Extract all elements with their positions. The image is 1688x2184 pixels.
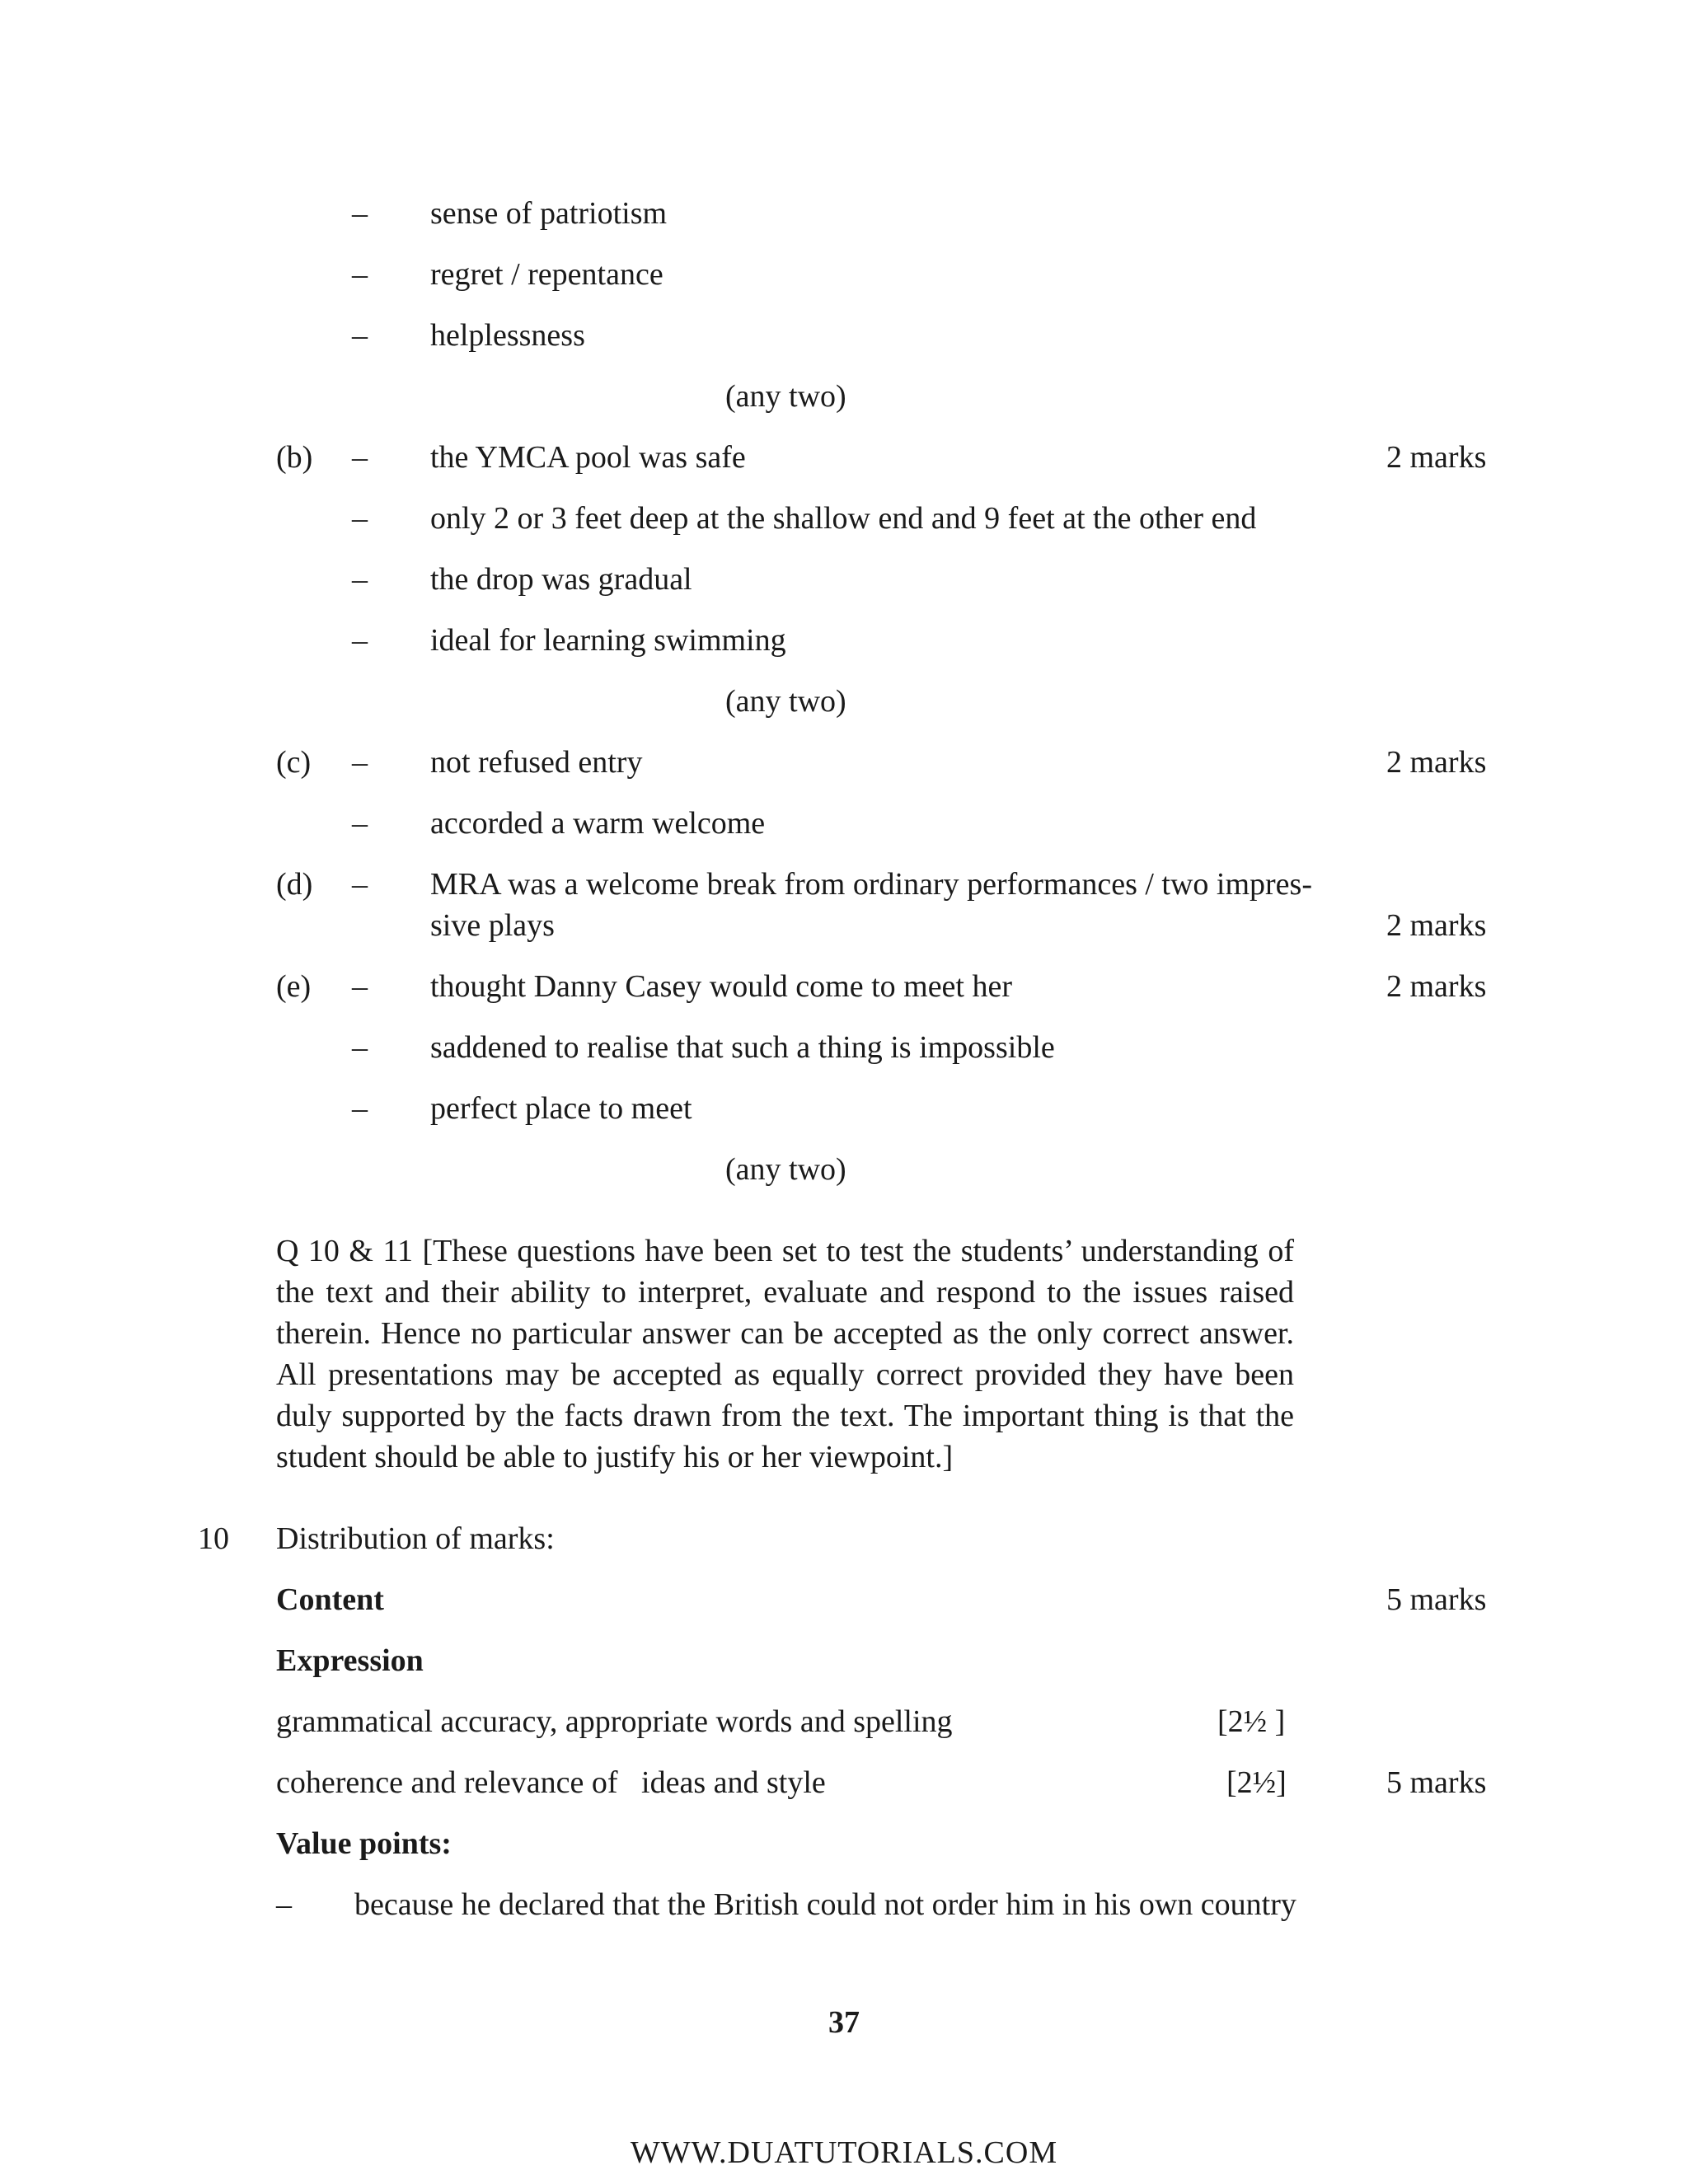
list-item: saddened to realise that such a thing is impossible: [430, 1030, 1055, 1065]
content-label: Content: [276, 1582, 384, 1617]
content-marks: 5 marks: [1386, 1582, 1487, 1617]
marks-c: 2 marks: [1386, 745, 1487, 780]
list-item: sense of patriotism: [430, 196, 668, 231]
list-item: ideal for learning swimming: [430, 623, 786, 658]
bullet-dash: –: [352, 867, 368, 902]
bullet-dash: –: [352, 440, 368, 475]
list-item: helplessness: [430, 318, 585, 353]
bullet-dash: –: [352, 969, 368, 1004]
answer-label-b: (b): [276, 440, 313, 475]
bullet-dash: –: [352, 257, 368, 292]
bullet-dash: –: [352, 562, 368, 597]
question-number: 10: [198, 1521, 229, 1556]
list-item: regret / repentance: [430, 257, 663, 292]
distribution-heading: Distribution of marks:: [276, 1521, 555, 1556]
coherence-sub-marks: [2½]: [1226, 1765, 1287, 1800]
list-item: MRA was a welcome break from ordinary performances / two impres-: [430, 867, 1312, 902]
any-two-note: (any two): [725, 684, 846, 719]
marks-b: 2 marks: [1386, 440, 1487, 475]
any-two-note: (any two): [725, 379, 846, 414]
list-item: the drop was gradual: [430, 562, 692, 597]
bullet-dash: –: [352, 196, 368, 231]
any-two-note: (any two): [725, 1152, 846, 1187]
value-point-item: because he declared that the British could not order him in his own country: [354, 1887, 1296, 1922]
marks-e: 2 marks: [1386, 969, 1487, 1004]
grammar-criterion: grammatical accuracy, appropriate words and spelling: [276, 1704, 953, 1739]
expression-label: Expression: [276, 1643, 424, 1678]
page-number: 37: [828, 2005, 860, 2040]
list-item-continuation: sive plays: [430, 908, 555, 943]
bullet-dash: –: [352, 1091, 368, 1126]
answer-label-d: (d): [276, 867, 313, 902]
list-item: perfect place to meet: [430, 1091, 692, 1126]
bullet-dash: –: [352, 1030, 368, 1065]
expression-marks: 5 marks: [1386, 1765, 1487, 1800]
list-item: thought Danny Casey would come to meet her: [430, 969, 1013, 1004]
bullet-dash: –: [352, 501, 368, 536]
list-item: not refused entry: [430, 745, 643, 780]
q10-11-instruction-paragraph: Q 10 & 11 [These questions have been set to test the students’ understanding of the text and their ability to interpret, evaluate and respond to the issues raised therein. Hence no particular answer can be accepted as the only correct answer. All presentations may be accepted as equally correct provided they have been duly supported by the facts drawn from the text. The important thing is that the student should be able to justify his or her viewpoint.]: [276, 1234, 1294, 1474]
list-item: only 2 or 3 feet deep at the shallow end and 9 feet at the other end: [430, 501, 1257, 536]
bullet-dash: –: [352, 318, 368, 353]
marks-d: 2 marks: [1386, 908, 1487, 943]
bullet-dash: –: [352, 806, 368, 841]
bullet-dash: –: [352, 745, 368, 780]
list-item: the YMCA pool was safe: [430, 440, 746, 475]
bullet-dash: –: [276, 1887, 292, 1922]
footer-watermark: WWW.DUATUTORIALS.COM: [630, 2135, 1058, 2170]
value-points-label: Value points:: [276, 1826, 452, 1861]
answer-label-e: (e): [276, 969, 312, 1004]
list-item: accorded a warm welcome: [430, 806, 766, 841]
bullet-dash: –: [352, 623, 368, 658]
coherence-criterion: coherence and relevance of ideas and style: [276, 1765, 826, 1800]
answer-label-c: (c): [276, 745, 312, 780]
grammar-sub-marks: [2½ ]: [1217, 1704, 1286, 1739]
